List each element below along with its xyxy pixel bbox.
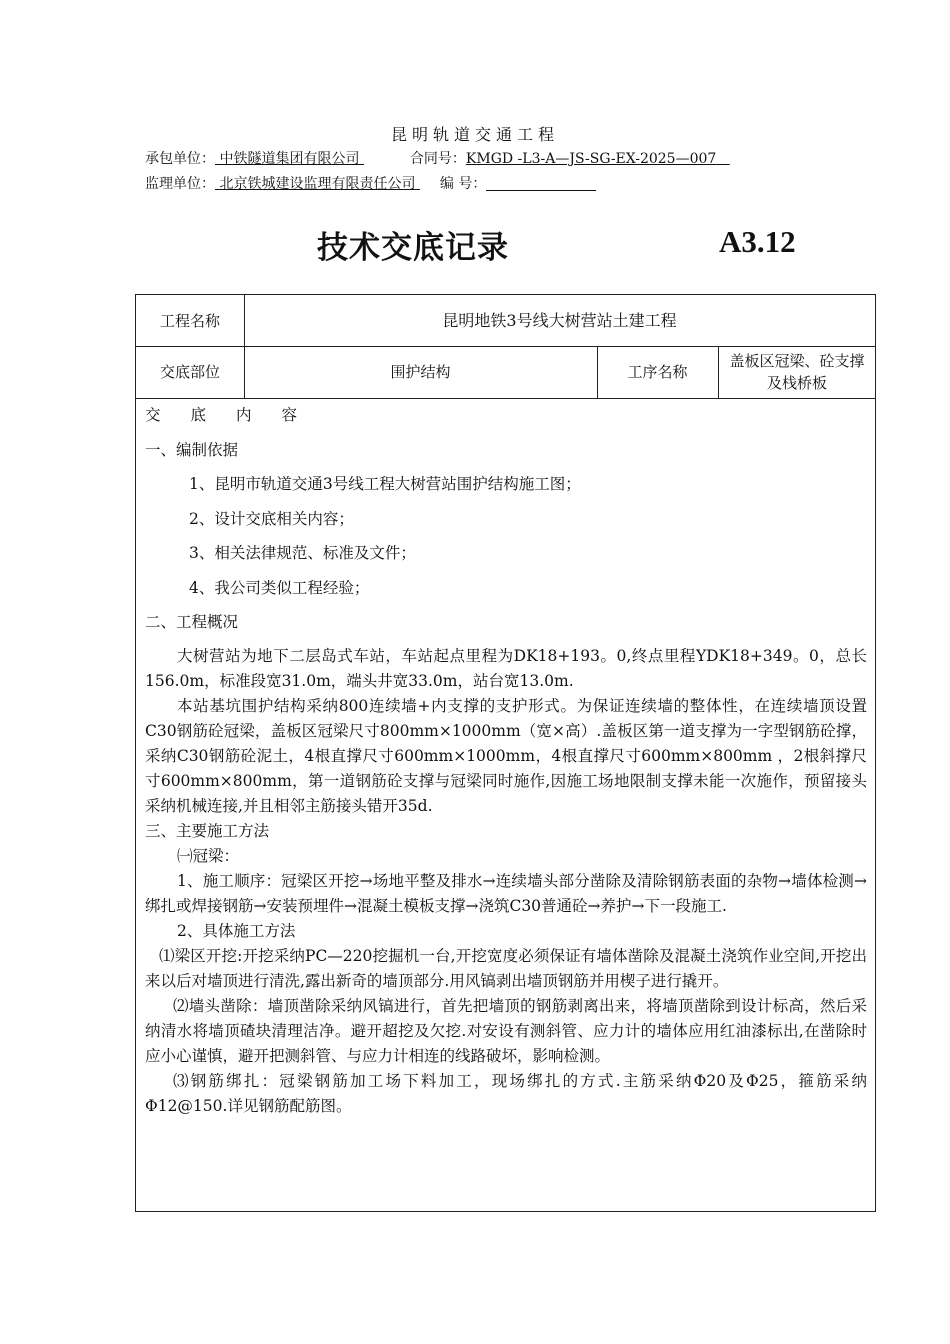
basis-item-2: 2、设计交底相关内容； — [189, 509, 354, 528]
basis-item-3: 3、相关法律规范、标准及文件； — [189, 544, 416, 562]
contract-no-label: 合同号： — [409, 151, 466, 167]
section-3-title: 三、主要施工方法 — [145, 821, 270, 840]
part-label: 交底部位 — [159, 363, 220, 381]
basis-item-4: 4、我公司类似工程经验； — [189, 578, 370, 597]
section-2-title: 二、工程概况 — [145, 613, 239, 631]
project-title: 昆明轨道交通工程 — [390, 125, 559, 144]
supervisor-label: 监理单位： — [145, 176, 215, 192]
section-1-title: 一、编制依据 — [145, 440, 239, 459]
record-table — [135, 294, 876, 1212]
briefing-content — [145, 398, 867, 1119]
contractor-label: 承包单位： — [145, 151, 215, 167]
supervisor-line — [145, 173, 596, 193]
overview-paragraph-1: 大树营站为地下二层岛式车站，车站起点里程为DK18+193。0,终点里程YDK18+349。0，总长156.0m，标准段宽31.0m，端头井宽33.0m，站台宽13.0m. — [145, 646, 867, 690]
process-label: 工序名称 — [627, 363, 688, 381]
method-subtitle: 2、具体施工方法 — [177, 921, 296, 940]
col-divider — [718, 346, 719, 398]
overview-paragraph-2: 本站基坑围护结构采纳800连续墙+内支撑的支护形式。为保证连续墙的整体性，在连续墙顶设置C30钢筋砼冠梁，盖板区冠梁尺寸800mm×1000mm（宽×高）.盖板区第一道支撑为一字型钢筋砼撑，采纳C30钢筋砼泥土，4根直撑尺寸600mm×1000mm，4根直撑尺寸600mm×800mm ，2根斜撑尺寸600mm×800mm，第一道钢筋砼支撑与冠梁同时施作,因施工场地限制支撑未能一次施作，预留接头采纳机械连接,并且相邻主筋接头错开35d. — [145, 696, 867, 815]
contractor-line — [145, 148, 730, 168]
method-excavation: ⑴梁区开挖:开挖采纳PC—220挖掘机一台,开挖宽度必须保证有墙体凿除及混凝土浇筑作业空间,开挖出来以后对墙顶进行清洗,露出新奇的墙顶部分.用风镐剥出墙顶钢筋并用楔子进行撬开。 — [145, 946, 867, 990]
number-blank — [486, 176, 596, 191]
method-wall-chiseling: ⑵墙头凿除：墙顶凿除采纳风镐进行，首先把墙顶的钢筋剥离出来，将墙顶凿除到设计标高，然后采纳清水将墙顶碴块清理洁净。避开超挖及欠挖.对安设有测斜管、应力计的墙体应用红油漆标出,在凿除时应小心谨慎，避开把测斜管、与应力计相连的线路破坏，影响检测。 — [145, 996, 867, 1065]
method-rebar-binding: ⑶钢筋绑扎：冠梁钢筋加工场下料加工，现场绑扎的方式.主筋采纳Φ20及Φ25，箍筋采纳Φ12@150.详见钢筋配筋图。 — [145, 1071, 867, 1115]
document-title: 技术交底记录 — [317, 230, 509, 266]
contractor-value: 中铁隧道集团有限公司 — [219, 151, 360, 167]
process-value: 盖板区冠梁、砼支撑及栈桥板 — [729, 352, 865, 392]
document-code: A3.12 — [719, 224, 796, 259]
project-name-value: 昆明地铁3号线大树营站土建工程 — [442, 310, 677, 330]
content-heading: 交底内容 — [145, 406, 328, 424]
crown-beam-subtitle: ㈠冠梁： — [177, 846, 240, 865]
part-value: 围护结构 — [390, 363, 451, 381]
number-label: 编 号： — [439, 176, 487, 192]
supervisor-value: 北京铁城建设监理有限责任公司 — [219, 176, 416, 192]
contract-no-value: KMGD -L3-A—JS-SG-EX-2025—007 — [465, 151, 717, 167]
project-name-label: 工程名称 — [159, 311, 220, 330]
construction-sequence: 1、施工顺序：冠梁区开挖→场地平整及排水→连续墙头部分凿除及清除钢筋表面的杂物→墙体检测→绑扎或焊接钢筋→安装预埋件→混凝土模板支撑→浇筑C30普通砼→养护→下一段施工. — [145, 871, 867, 915]
basis-item-1: 1、昆明市轨道交通3号线工程大树营站围护结构施工图； — [189, 475, 581, 493]
